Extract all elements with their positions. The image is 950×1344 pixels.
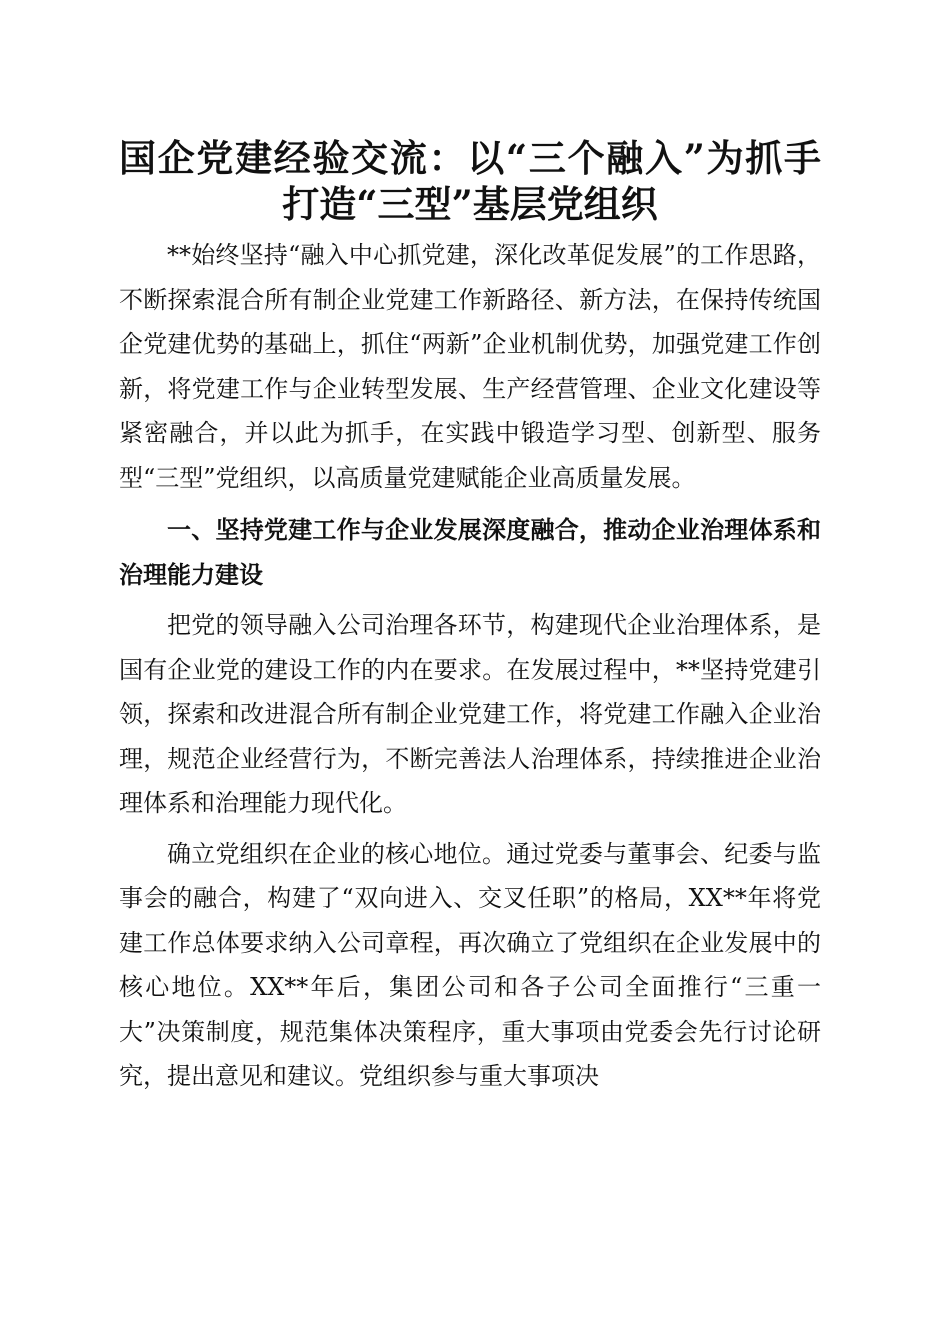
document-body — [119, 135, 821, 1099]
section-heading-1: 一、坚持党建工作与企业发展深度融合，推动企业治理体系和治理能力建设 — [119, 516, 821, 589]
body-paragraph-1: 把党的领导融入公司治理各环节，构建现代企业治理体系，是国有企业党的建设工作的内在要求。在发展过程中，**坚持党建引领，探索和改进混合所有制企业党建工作，将党建工作融入企业治理，规范企业经营行为，不断完善法人治理体系，持续推进企业治理体系和治理能力现代化。 — [119, 611, 821, 817]
document-title: 国企党建经验交流：以“三个融入”为抓手打造“三型”基层党组织 — [119, 136, 821, 226]
section-spacing — [119, 500, 821, 508]
intro-paragraph: **始终坚持“融入中心抓党建，深化改革促发展”的工作思路，不断探索混合所有制企业党建工作新路径、新方法，在保持传统国企党建优势的基础上，抓住“两新”企业机制优势，加强党建工作创新，将党建工作与企业转型发展、生产经营管理、企业文化建设等紧密融合，并以此为抓手，在实践中锻造学习型、创新型、服务型“三型”党组织，以高质量党建赋能企业高质量发展。 — [119, 241, 821, 492]
body-paragraph-2: 确立党组织在企业的核心地位。通过党委与董事会、纪委与监事会的融合，构建了“双向进入、交叉任职”的格局，XX**年将党建工作总体要求纳入公司章程，再次确立了党组织在企业发展中的核心地位。XX**年后，集团公司和各子公司全面推行“三重一大”决策制度，规范集体决策程序，重大事项由党委会先行讨论研究，提出意见和建议。党组织参与重大事项决 — [119, 839, 821, 1090]
